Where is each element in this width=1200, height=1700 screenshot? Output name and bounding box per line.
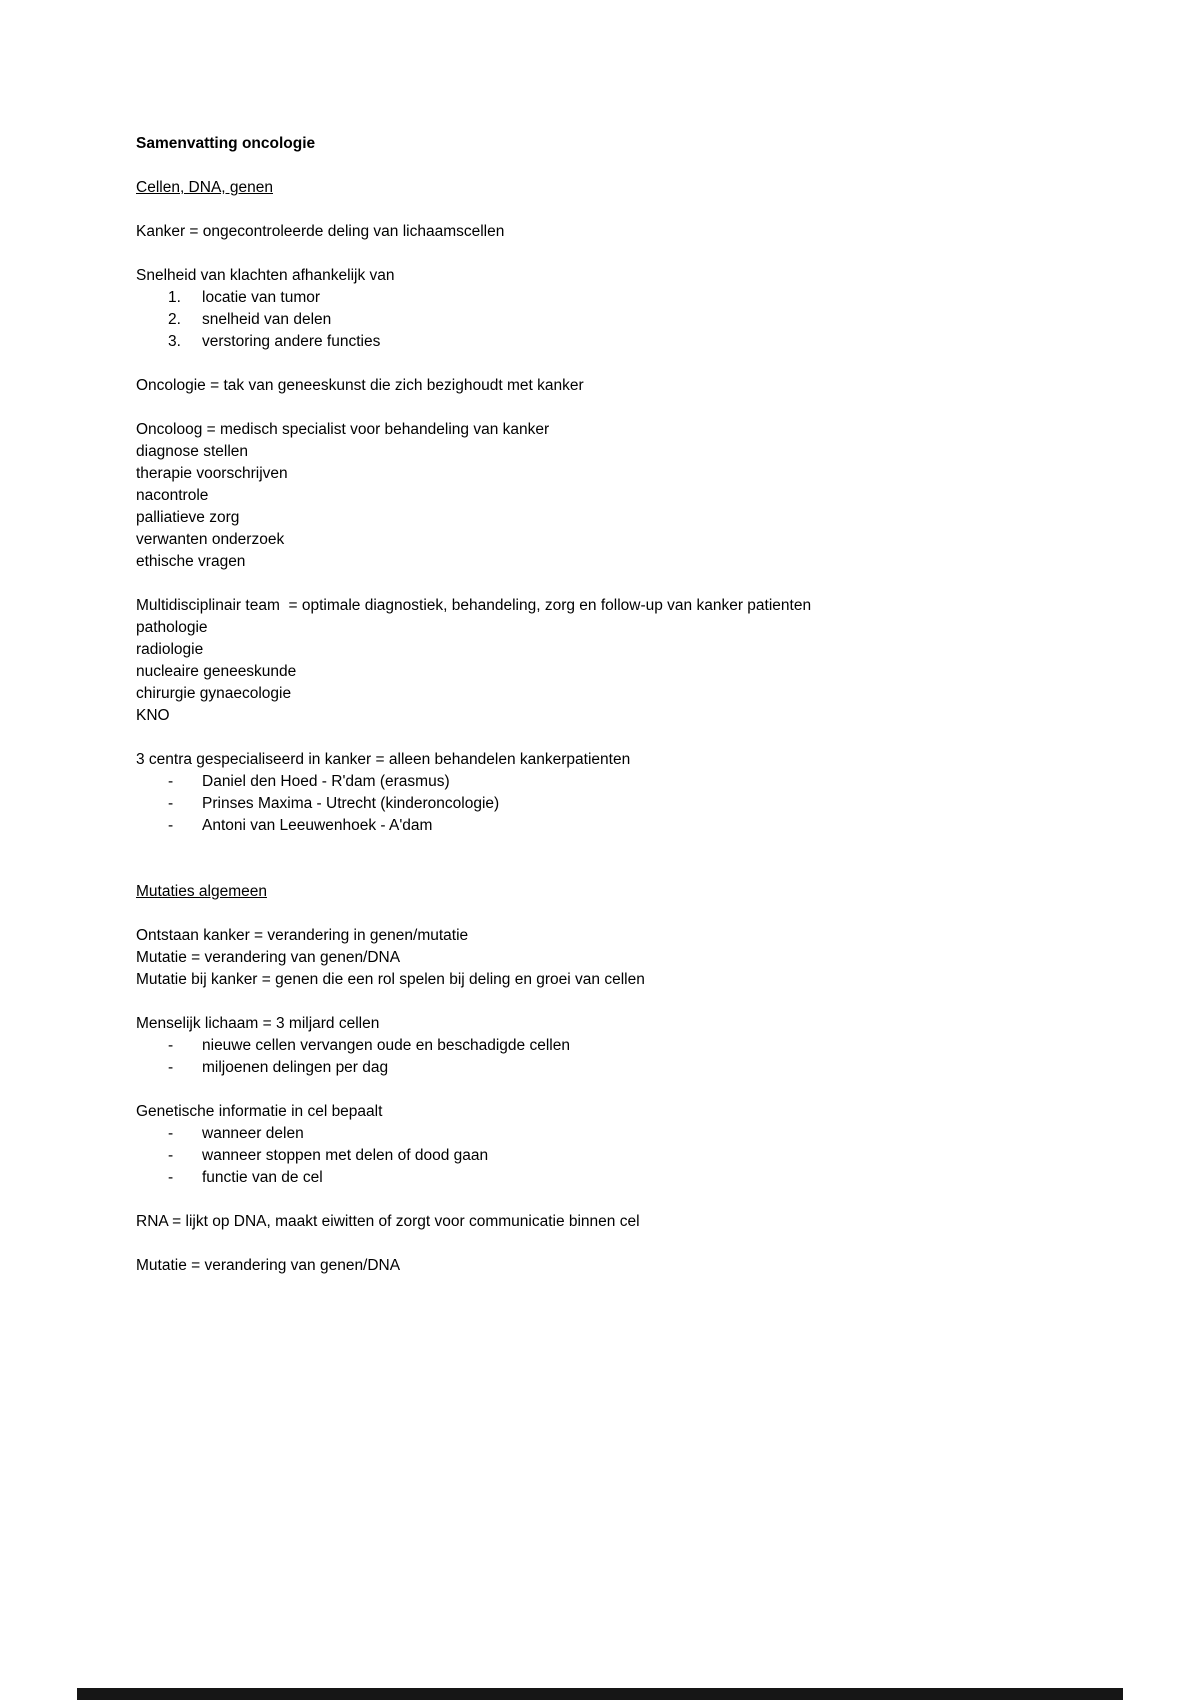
paragraph (136, 595, 1080, 727)
text-line: radiologie (136, 641, 204, 658)
text-line: Mutatie bij kanker = genen die een rol spelen bij deling en groei van cellen (136, 971, 645, 988)
dash-list (136, 1123, 1080, 1189)
list-dash-marker: - (168, 1125, 174, 1142)
list-item-text: verstoring andere functies (202, 333, 381, 350)
list-item-text: Prinses Maxima - Utrecht (kinderoncologie) (202, 795, 500, 812)
text-line: chirurgie gynaecologie (136, 685, 292, 702)
text-line: Mutatie = verandering van genen/DNA (136, 949, 401, 966)
paragraph: 3 centra gespecialiseerd in kanker = alleen behandelen kankerpatienten (136, 751, 631, 768)
numbered-list (136, 287, 1080, 353)
text-line: Oncoloog = medisch specialist voor behandeling van kanker (136, 421, 550, 438)
paragraph: RNA = lijkt op DNA, maakt eiwitten of zorgt voor communicatie binnen cel (136, 1213, 640, 1230)
text-line: KNO (136, 707, 170, 724)
text-line: ethische vragen (136, 553, 246, 570)
list-item-text: functie van de cel (202, 1169, 323, 1186)
section-heading: Mutaties algemeen (136, 883, 267, 900)
paragraph: Menselijk lichaam = 3 miljard cellen (136, 1015, 380, 1032)
list-dash-marker: - (168, 1147, 174, 1164)
text-line: diagnose stellen (136, 443, 249, 460)
numbered-list-item (136, 287, 1080, 309)
list-number-marker: 1. (168, 289, 181, 306)
paragraph: Genetische informatie in cel bepaalt (136, 1103, 383, 1120)
list-dash-marker: - (168, 773, 174, 790)
text-line: Multidisciplinair team = optimale diagnostiek, behandeling, zorg en follow-up van kanker patienten (136, 597, 812, 614)
list-dash-marker: - (168, 1037, 174, 1054)
list-item-text: nieuwe cellen vervangen oude en beschadigde cellen (202, 1037, 570, 1054)
list-number-marker: 2. (168, 311, 181, 328)
dash-list-item (136, 815, 1080, 837)
paragraph (136, 925, 1080, 991)
list-item-text: locatie van tumor (202, 289, 321, 306)
list-dash-marker: - (168, 1059, 174, 1076)
list-number-marker: 3. (168, 333, 181, 350)
numbered-list-item (136, 331, 1080, 353)
list-dash-marker: - (168, 795, 174, 812)
dash-list-item (136, 1057, 1080, 1079)
list-item-text: wanneer delen (202, 1125, 304, 1142)
text-line: nacontrole (136, 487, 209, 504)
dash-list-item (136, 1035, 1080, 1057)
document-title: Samenvatting oncologie (136, 135, 316, 152)
paragraph (136, 419, 1080, 573)
paragraph: Mutatie = verandering van genen/DNA (136, 1257, 401, 1274)
document-body (136, 133, 1080, 1277)
list-item-text: Daniel den Hoed - R'dam (erasmus) (202, 773, 450, 790)
paragraph: Oncologie = tak van geneeskunst die zich bezighoudt met kanker (136, 377, 584, 394)
list-dash-marker: - (168, 1169, 174, 1186)
text-line: palliatieve zorg (136, 509, 240, 526)
paragraph: Snelheid van klachten afhankelijk van (136, 267, 395, 284)
text-line: Ontstaan kanker = verandering in genen/mutatie (136, 927, 469, 944)
section-heading: Cellen, DNA, genen (136, 179, 273, 196)
dash-list-item (136, 793, 1080, 815)
list-dash-marker: - (168, 817, 174, 834)
paragraph: Kanker = ongecontroleerde deling van lichaamscellen (136, 223, 505, 240)
dash-list-item (136, 1167, 1080, 1189)
list-item-text: wanneer stoppen met delen of dood gaan (202, 1147, 489, 1164)
text-line: pathologie (136, 619, 208, 636)
dash-list-item (136, 771, 1080, 793)
text-line: therapie voorschrijven (136, 465, 288, 482)
dash-list (136, 771, 1080, 837)
list-item-text: miljoenen delingen per dag (202, 1059, 389, 1076)
list-item-text: snelheid van delen (202, 311, 332, 328)
text-line: verwanten onderzoek (136, 531, 285, 548)
text-line: nucleaire geneeskunde (136, 663, 297, 680)
dash-list-item (136, 1145, 1080, 1167)
dash-list-item (136, 1123, 1080, 1145)
list-item-text: Antoni van Leeuwenhoek - A'dam (202, 817, 433, 834)
page-divider-bar (77, 1688, 1123, 1700)
dash-list (136, 1035, 1080, 1079)
numbered-list-item (136, 309, 1080, 331)
